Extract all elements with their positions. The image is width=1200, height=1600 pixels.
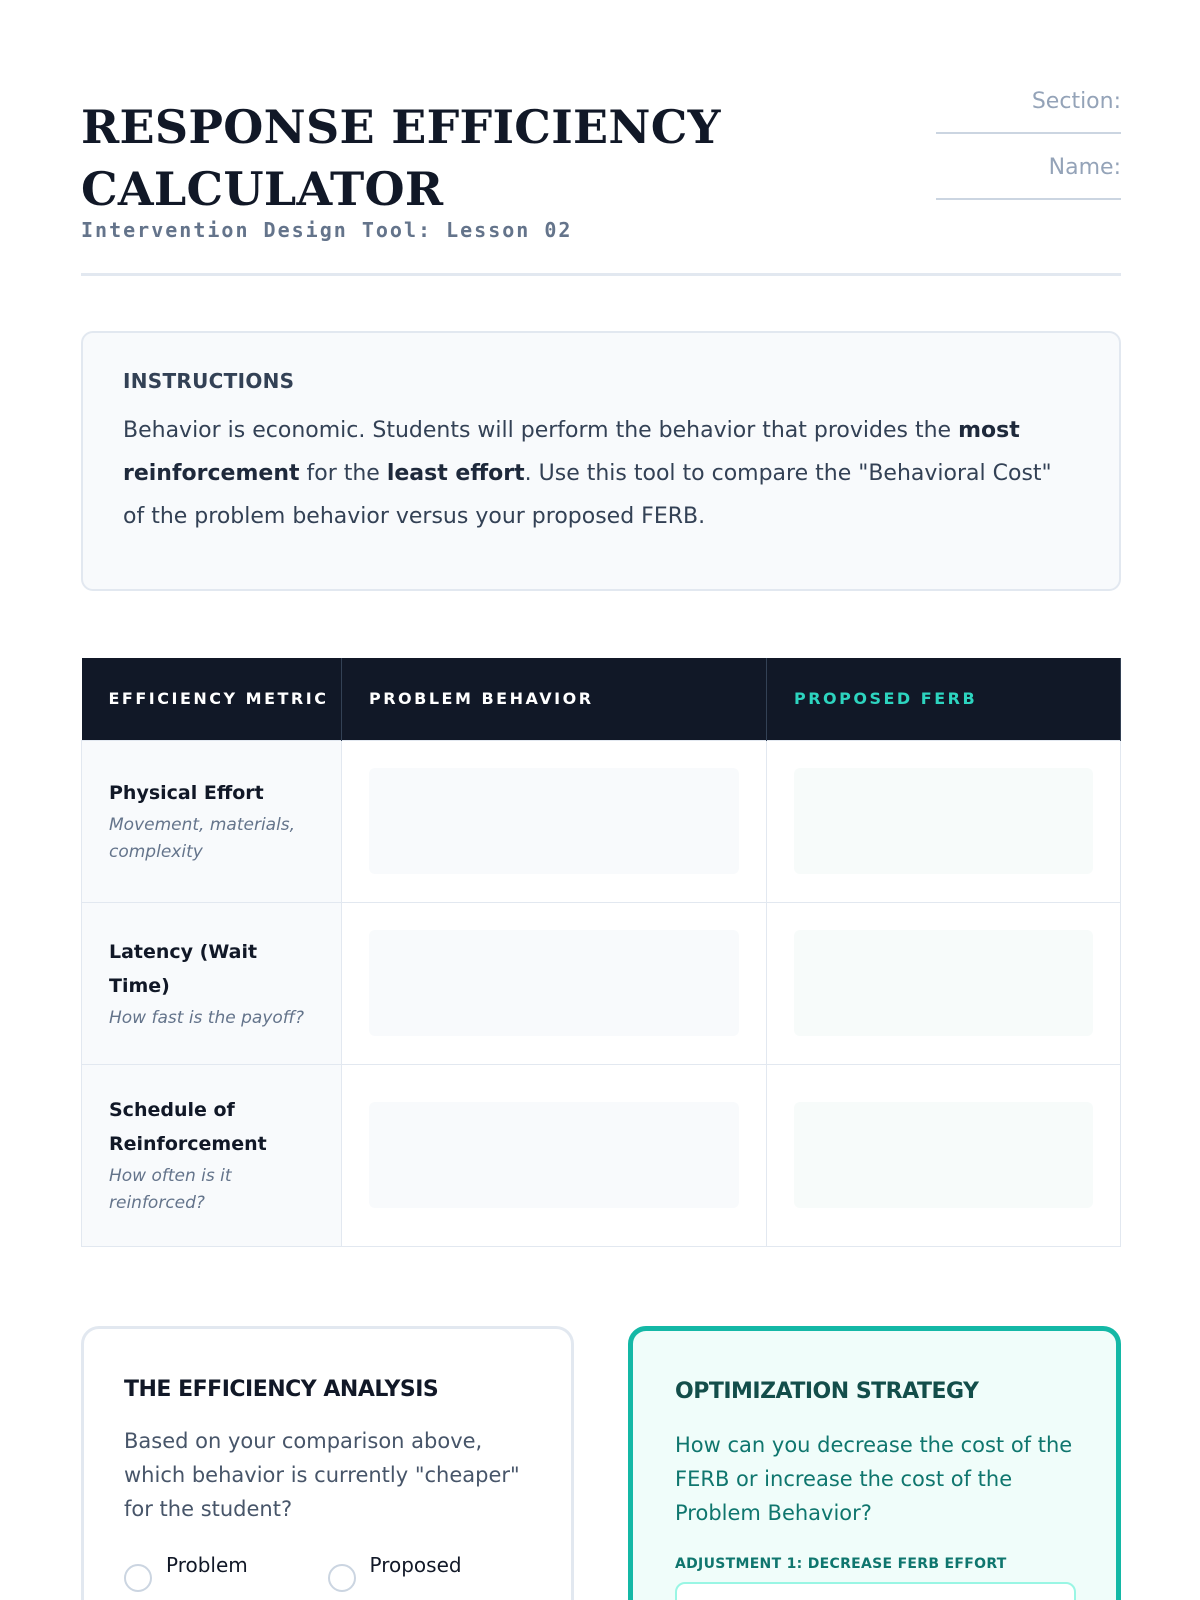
- metric-description: How fast is the payoff?: [109, 1007, 305, 1028]
- metric-name: Physical Effort: [109, 782, 264, 804]
- metric-description: How often is it reinforced?: [109, 1166, 232, 1213]
- section-field[interactable]: [936, 120, 1121, 134]
- metric-cell: [82, 1064, 342, 1246]
- option-proposed[interactable]: [328, 1552, 532, 1592]
- analysis-title: THE EFFICIENCY ANALYSIS: [124, 1377, 439, 1402]
- strategy-question: How can you decrease the cost of the FERB or increase the cost of the Problem Behavior?: [675, 1433, 1073, 1525]
- efficiency-analysis-card: [81, 1326, 574, 1600]
- problem-effort-input[interactable]: [369, 768, 739, 874]
- ferb-effort-input[interactable]: [794, 768, 1093, 874]
- instructions-box: [81, 331, 1121, 591]
- metric-name: Schedule of Reinforcement: [109, 1099, 267, 1155]
- instructions-text: [123, 409, 1079, 538]
- name-field[interactable]: [936, 186, 1121, 200]
- table-row: [82, 1064, 1121, 1246]
- section-label: Section:: [1031, 89, 1121, 114]
- metric-name: Latency (Wait Time): [109, 940, 258, 997]
- instructions-emphasis: least effort: [386, 461, 525, 486]
- table-row: [82, 902, 1121, 1064]
- ferb-latency-input[interactable]: [794, 930, 1093, 1036]
- efficiency-table: [81, 658, 1121, 1247]
- instructions-text-part: Behavior is economic. Students will perform the behavior that provides the: [123, 418, 959, 443]
- problem-schedule-input[interactable]: [369, 1102, 739, 1208]
- student-info: [936, 84, 1121, 216]
- analysis-question: Based on your comparison above, which behavior is currently "cheaper" for the student?: [124, 1429, 520, 1521]
- analysis-options: [124, 1552, 531, 1592]
- option-label: Problem: [166, 1553, 248, 1577]
- metric-cell: [82, 740, 342, 902]
- optimization-strategy-card: [628, 1326, 1121, 1600]
- adjustment-1-label: ADJUSTMENT 1: DECREASE FERB EFFORT: [675, 1556, 1007, 1572]
- page-subtitle: Intervention Design Tool: Lesson 02: [81, 218, 573, 242]
- header-efficiency-metric: EFFICIENCY METRIC: [82, 658, 342, 740]
- ferb-cell: [767, 902, 1121, 1064]
- radio-button[interactable]: [328, 1564, 356, 1592]
- metric-cell: [82, 902, 342, 1064]
- table-header-row: [82, 658, 1121, 740]
- instructions-text-part: . Use this tool to compare the "Behavioral Cost" of the problem behavior versus your proposed FERB.: [123, 461, 1052, 529]
- radio-button[interactable]: [124, 1564, 152, 1592]
- header-divider: [81, 273, 1121, 276]
- option-label: Proposed: [369, 1553, 462, 1577]
- ferb-cell: [767, 740, 1121, 902]
- instructions-emphasis: most reinforcement: [123, 418, 1020, 486]
- ferb-cell: [767, 1064, 1121, 1246]
- header-problem-behavior: PROBLEM BEHAVIOR: [342, 658, 767, 740]
- problem-behavior-cell: [342, 902, 767, 1064]
- instructions-title: INSTRUCTIONS: [123, 369, 295, 393]
- adjustment-1-input[interactable]: [675, 1582, 1076, 1600]
- problem-latency-input[interactable]: [369, 930, 739, 1036]
- problem-behavior-cell: [342, 740, 767, 902]
- ferb-schedule-input[interactable]: [794, 1102, 1093, 1208]
- table-row: [82, 740, 1121, 902]
- header-proposed-ferb: PROPOSED FERB: [767, 658, 1121, 740]
- problem-behavior-cell: [342, 1064, 767, 1246]
- metric-description: Movement, materials, complexity: [109, 815, 296, 862]
- name-label: Name:: [1048, 155, 1121, 180]
- page-header: [81, 89, 1121, 242]
- option-problem[interactable]: [124, 1552, 328, 1592]
- strategy-title: OPTIMIZATION STRATEGY: [675, 1379, 979, 1404]
- instructions-text-part: for the: [299, 461, 387, 486]
- page-title: RESPONSE EFFICIENCY CALCULATOR: [81, 100, 721, 216]
